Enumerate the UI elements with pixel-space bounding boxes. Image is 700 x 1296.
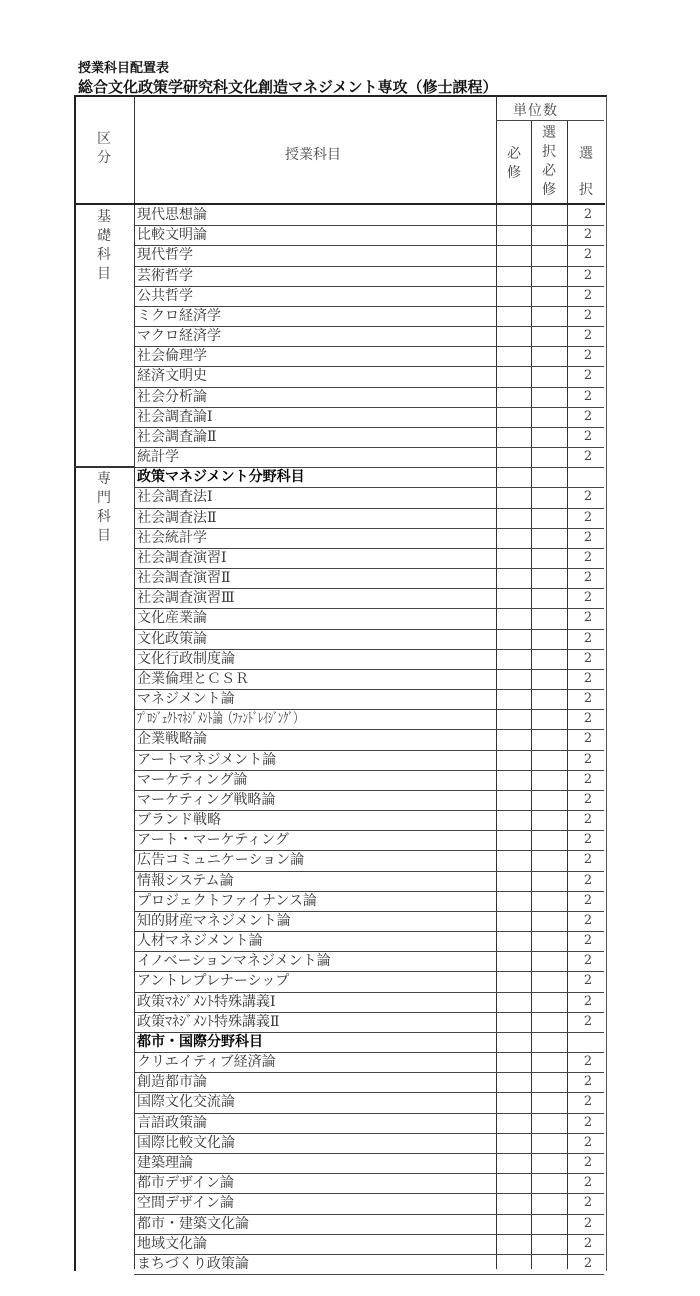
course-name: 文化政策論 [137, 630, 207, 647]
course-name: 社会統計学 [137, 529, 207, 546]
elective-credit: 2 [583, 388, 593, 404]
course-row [134, 1254, 604, 1274]
elective-credit: 2 [583, 449, 593, 465]
course-row [134, 629, 604, 649]
course-name: 地域文化論 [137, 1235, 207, 1252]
elective-credit: 2 [583, 912, 593, 928]
course-row [134, 1234, 604, 1254]
header-category: 区分 [97, 131, 111, 166]
course-name: 社会倫理学 [137, 348, 207, 365]
row-divider [134, 1274, 604, 1275]
course-row [134, 447, 604, 467]
course-row [134, 1113, 604, 1133]
elective-credit: 2 [583, 832, 593, 848]
course-name: 社会調査論Ⅰ [137, 408, 213, 425]
course-row [134, 1072, 604, 1092]
course-row [134, 750, 604, 770]
elective-credit: 2 [583, 428, 593, 444]
course-row [134, 992, 604, 1012]
course-name: 都市デザイン論 [137, 1175, 235, 1192]
subject-group-name: 政策マネジメント分野科目 [137, 469, 305, 486]
course-name: 創造都市論 [137, 1074, 207, 1091]
header-required: 必修 [507, 146, 521, 181]
elective-credit: 2 [583, 751, 593, 767]
course-row [134, 387, 604, 407]
course-name: 企業倫理とＣＳＲ [137, 670, 249, 687]
elective-credit: 2 [583, 1195, 593, 1211]
elective-credit: 2 [583, 1114, 593, 1130]
elective-credit: 2 [583, 610, 593, 626]
course-row [134, 245, 604, 265]
course-name: 経済文明史 [137, 368, 207, 385]
course-row [134, 326, 604, 346]
course-name: マーケティング戦略論 [137, 791, 276, 808]
course-row [134, 669, 604, 689]
course-name: 社会調査演習Ⅲ [137, 590, 235, 607]
course-name: ブランド戦略 [137, 812, 221, 829]
course-row [134, 568, 604, 588]
course-name: マーケティング論 [137, 771, 248, 788]
elective-credit: 2 [583, 1235, 593, 1251]
elective-credit: 2 [583, 590, 593, 606]
elective-credit: 2 [583, 691, 593, 707]
elective-credit: 2 [583, 1154, 593, 1170]
course-row [134, 205, 604, 225]
course-name: 社会調査法Ⅱ [137, 509, 217, 526]
elective-credit: 2 [583, 933, 593, 949]
elective-credit: 2 [583, 711, 593, 727]
course-row [134, 689, 604, 709]
course-row [134, 931, 604, 951]
elective-credit: 2 [583, 630, 593, 646]
elective-credit: 2 [583, 973, 593, 989]
elective-credit: 2 [583, 953, 593, 969]
elective-credit: 2 [583, 1074, 593, 1090]
elective-credit: 2 [583, 368, 593, 384]
course-row [134, 971, 604, 991]
elective-credit: 2 [583, 791, 593, 807]
course-name: 空間デザイン論 [137, 1195, 235, 1212]
elective-credit: 2 [583, 227, 593, 243]
section-label-specialized: 専門科目 [97, 471, 111, 544]
elective-credit: 2 [583, 872, 593, 888]
course-row [134, 407, 604, 427]
course-name: ミクロ経済学 [137, 307, 221, 324]
course-row [134, 1092, 604, 1112]
course-name: まちづくり政策論 [137, 1255, 249, 1272]
course-name: 社会調査演習Ⅱ [137, 570, 231, 587]
course-row [134, 427, 604, 447]
course-name: 社会分析論 [137, 388, 207, 405]
elective-credit: 2 [583, 1175, 593, 1191]
course-row [134, 487, 604, 507]
course-name: イノベーションマネジメント論 [137, 953, 331, 970]
course-name: 統計学 [137, 449, 179, 466]
course-name: 芸術哲学 [137, 267, 193, 284]
course-name: 政策ﾏﾈｼﾞﾒﾝﾄ特殊講義Ⅰ [137, 993, 276, 1010]
course-name: プロジェクトファイナンス論 [137, 892, 317, 909]
course-row [134, 346, 604, 366]
elective-credit: 2 [583, 549, 593, 565]
course-row [134, 608, 604, 628]
course-name: 広告コミュニケーション論 [137, 852, 305, 869]
course-name: 社会調査演習Ⅰ [137, 549, 227, 566]
course-row [134, 1153, 604, 1173]
section-label-basic: 基礎科目 [97, 209, 111, 282]
course-row [134, 1173, 604, 1193]
header-divider [496, 120, 604, 121]
course-row [134, 709, 604, 729]
course-row [134, 366, 604, 386]
header-elective-required: 選択必修 [542, 125, 556, 198]
course-name: 建築理論 [137, 1154, 193, 1171]
course-name: 知的財産マネジメント論 [137, 912, 291, 929]
elective-credit: 2 [583, 1094, 593, 1110]
subject-group-heading [134, 1032, 604, 1052]
course-name: 文化行政制度論 [137, 650, 235, 667]
subject-group-name: 都市・国際分野科目 [137, 1033, 263, 1050]
course-name: 人材マネジメント論 [137, 933, 263, 950]
course-name: 政策ﾏﾈｼﾞﾒﾝﾄ特殊講義Ⅱ [137, 1013, 280, 1030]
header-credits: 単位数 [513, 103, 558, 119]
course-name: 国際文化交流論 [137, 1094, 235, 1111]
course-row [134, 266, 604, 286]
course-row [134, 951, 604, 971]
course-name: クリエイティブ経済論 [137, 1054, 276, 1071]
course-name: マクロ経済学 [137, 328, 221, 345]
elective-credit: 2 [583, 650, 593, 666]
elective-credit: 2 [583, 570, 593, 586]
elective-credit: 2 [583, 1013, 593, 1029]
elective-credit: 2 [583, 731, 593, 747]
course-row [134, 810, 604, 830]
course-row [134, 649, 604, 669]
course-name: 社会調査論Ⅱ [137, 428, 217, 445]
course-row [134, 1193, 604, 1213]
course-name: マネジメント論 [137, 691, 235, 708]
course-row [134, 286, 604, 306]
header-elective: 選択 [579, 146, 593, 198]
elective-credit: 2 [583, 852, 593, 868]
elective-credit: 2 [583, 1134, 593, 1150]
course-name: アントレプレナーシップ [137, 973, 290, 990]
course-name: 国際比較文化論 [137, 1134, 235, 1151]
course-name: 情報システム論 [137, 872, 234, 889]
course-row [134, 830, 604, 850]
course-row [134, 871, 604, 891]
course-row [134, 225, 604, 245]
elective-credit: 2 [583, 247, 593, 263]
course-name: アートマネジメント論 [137, 751, 277, 768]
course-name: アート・マーケティング [137, 832, 289, 849]
course-row [134, 911, 604, 931]
course-name: 比較文明論 [137, 227, 207, 244]
elective-credit: 2 [583, 287, 593, 303]
elective-credit: 2 [583, 1054, 593, 1070]
course-name: 言語政策論 [137, 1114, 207, 1131]
elective-credit: 2 [583, 670, 593, 686]
elective-credit: 2 [583, 892, 593, 908]
course-name: 社会調査法Ⅰ [137, 489, 213, 506]
elective-credit: 2 [583, 207, 593, 222]
course-row [134, 528, 604, 548]
course-row [134, 508, 604, 528]
course-row [134, 790, 604, 810]
course-row [134, 1133, 604, 1153]
course-name: 現代哲学 [137, 247, 193, 264]
course-row [134, 850, 604, 870]
elective-credit: 2 [583, 1255, 593, 1271]
elective-credit: 2 [583, 1215, 593, 1231]
elective-credit: 2 [583, 509, 593, 525]
course-name: 企業戦略論 [137, 731, 207, 748]
elective-credit: 2 [583, 307, 593, 323]
elective-credit: 2 [583, 489, 593, 505]
course-row [134, 588, 604, 608]
subject-group-heading [134, 467, 604, 487]
elective-credit: 2 [583, 993, 593, 1009]
elective-credit: 2 [583, 408, 593, 424]
course-name: 都市・建築文化論 [137, 1215, 249, 1232]
course-row [134, 891, 604, 911]
course-name: 文化産業論 [137, 610, 207, 627]
section-divider [74, 466, 134, 468]
course-row [134, 548, 604, 568]
course-row [134, 1012, 604, 1032]
course-name: 公共哲学 [137, 287, 193, 304]
elective-credit: 2 [583, 529, 593, 545]
course-row [134, 1214, 604, 1234]
course-row [134, 306, 604, 326]
course-name: ﾌﾟﾛｼﾞｪｸﾄﾏﾈｼﾞﾒﾝﾄ論（ﾌｧﾝﾄﾞﾚｲｼﾞﾝｸﾞ） [137, 711, 304, 728]
course-row [134, 729, 604, 749]
document-subtitle: 総合文化政策学研究科文化創造マネジメント専攻（修士課程） [78, 78, 498, 96]
elective-credit: 2 [583, 348, 593, 364]
elective-credit: 2 [583, 812, 593, 828]
course-name: 現代思想論 [137, 207, 207, 223]
header-subject: 授業科目 [285, 147, 341, 163]
elective-credit: 2 [583, 771, 593, 787]
course-row [134, 770, 604, 790]
elective-credit: 2 [583, 267, 593, 283]
elective-credit: 2 [583, 328, 593, 344]
document-title: 授業科目配置表 [78, 61, 170, 76]
course-row [134, 1052, 604, 1072]
